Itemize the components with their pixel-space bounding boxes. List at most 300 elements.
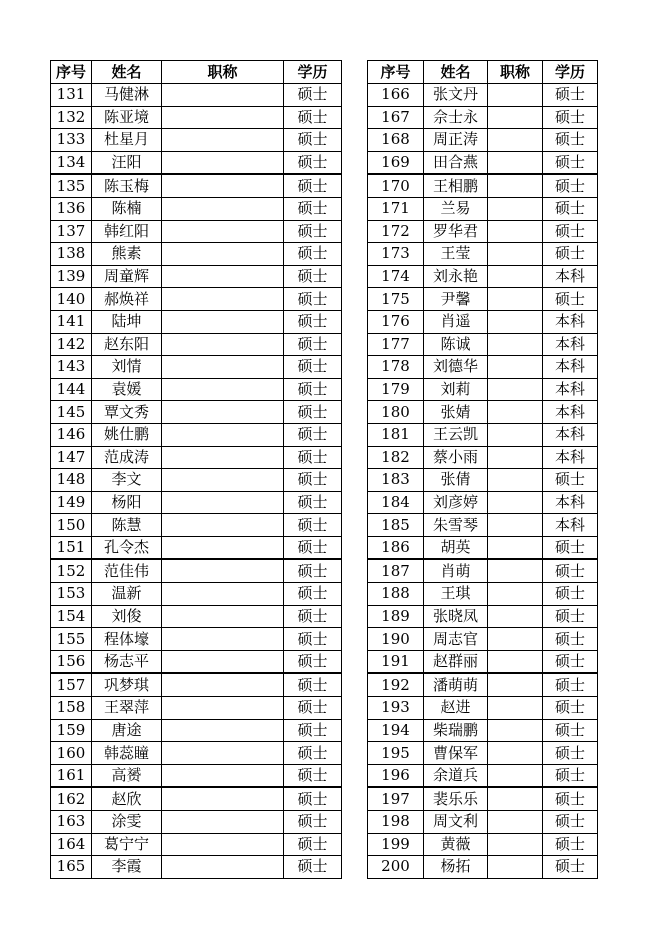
cell-index: 169 bbox=[368, 151, 424, 174]
cell-degree: 硕士 bbox=[284, 764, 342, 787]
table-row bbox=[51, 514, 342, 537]
cell-degree: 硕士 bbox=[543, 536, 598, 559]
cell-degree: 硕士 bbox=[284, 243, 342, 266]
table-row bbox=[51, 197, 342, 220]
cell-title bbox=[162, 106, 284, 129]
table-row bbox=[368, 378, 598, 401]
table-row bbox=[51, 811, 342, 834]
table-row bbox=[51, 378, 342, 401]
table-row bbox=[51, 401, 342, 424]
cell-name: 葛宁宁 bbox=[92, 833, 162, 856]
cell-index: 177 bbox=[368, 333, 424, 356]
cell-name: 刘情 bbox=[92, 356, 162, 379]
cell-index: 131 bbox=[51, 84, 92, 107]
header-row bbox=[51, 61, 342, 84]
cell-index: 151 bbox=[51, 536, 92, 559]
cell-index: 135 bbox=[51, 174, 92, 197]
cell-name: 张婧 bbox=[424, 401, 488, 424]
cell-name: 肖遥 bbox=[424, 310, 488, 333]
cell-index: 165 bbox=[51, 856, 92, 879]
cell-name: 陈诚 bbox=[424, 333, 488, 356]
cell-name: 覃文秀 bbox=[92, 401, 162, 424]
cell-index: 175 bbox=[368, 288, 424, 311]
cell-name: 杨志平 bbox=[92, 650, 162, 673]
cell-name: 张倩 bbox=[424, 469, 488, 492]
cell-degree: 本科 bbox=[543, 333, 598, 356]
cell-degree: 硕士 bbox=[284, 856, 342, 879]
table-row bbox=[51, 174, 342, 197]
table-row bbox=[51, 446, 342, 469]
cell-degree: 硕士 bbox=[284, 787, 342, 810]
cell-degree: 本科 bbox=[543, 446, 598, 469]
cell-name: 朱雪琴 bbox=[424, 514, 488, 537]
cell-title bbox=[488, 220, 543, 243]
cell-degree: 硕士 bbox=[284, 197, 342, 220]
cell-degree: 硕士 bbox=[543, 197, 598, 220]
table-row bbox=[51, 833, 342, 856]
cell-degree: 硕士 bbox=[284, 719, 342, 742]
cell-name: 周童辉 bbox=[92, 265, 162, 288]
header-index: 序号 bbox=[368, 61, 424, 84]
cell-title bbox=[488, 378, 543, 401]
cell-degree: 硕士 bbox=[284, 559, 342, 582]
table-row bbox=[51, 288, 342, 311]
cell-title bbox=[488, 811, 543, 834]
cell-title bbox=[162, 628, 284, 651]
cell-name: 尹馨 bbox=[424, 288, 488, 311]
cell-name: 杨阳 bbox=[92, 491, 162, 514]
cell-index: 198 bbox=[368, 811, 424, 834]
cell-index: 161 bbox=[51, 764, 92, 787]
cell-title bbox=[162, 129, 284, 152]
cell-title bbox=[488, 764, 543, 787]
cell-index: 150 bbox=[51, 514, 92, 537]
cell-name: 王翠萍 bbox=[92, 697, 162, 720]
cell-index: 137 bbox=[51, 220, 92, 243]
cell-index: 192 bbox=[368, 673, 424, 696]
table-row bbox=[368, 446, 598, 469]
cell-degree: 硕士 bbox=[284, 583, 342, 606]
cell-name: 胡英 bbox=[424, 536, 488, 559]
cell-index: 171 bbox=[368, 197, 424, 220]
header-degree: 学历 bbox=[543, 61, 598, 84]
cell-title bbox=[488, 742, 543, 765]
cell-degree: 硕士 bbox=[543, 84, 598, 107]
cell-index: 197 bbox=[368, 787, 424, 810]
cell-title bbox=[162, 697, 284, 720]
cell-degree: 硕士 bbox=[284, 356, 342, 379]
cell-index: 182 bbox=[368, 446, 424, 469]
table-row bbox=[368, 469, 598, 492]
cell-name: 周志官 bbox=[424, 628, 488, 651]
cell-name: 程体壕 bbox=[92, 628, 162, 651]
cell-degree: 硕士 bbox=[543, 628, 598, 651]
table-row bbox=[51, 628, 342, 651]
cell-name: 陆坤 bbox=[92, 310, 162, 333]
cell-index: 170 bbox=[368, 174, 424, 197]
cell-degree: 硕士 bbox=[284, 333, 342, 356]
header-row bbox=[368, 61, 598, 84]
cell-index: 163 bbox=[51, 811, 92, 834]
cell-name: 李霞 bbox=[92, 856, 162, 879]
cell-title bbox=[488, 514, 543, 537]
cell-degree: 本科 bbox=[543, 401, 598, 424]
cell-index: 149 bbox=[51, 491, 92, 514]
cell-name: 余道兵 bbox=[424, 764, 488, 787]
cell-name: 赵东阳 bbox=[92, 333, 162, 356]
cell-title bbox=[488, 673, 543, 696]
cell-title bbox=[162, 220, 284, 243]
cell-title bbox=[162, 469, 284, 492]
cell-index: 145 bbox=[51, 401, 92, 424]
cell-title bbox=[488, 423, 543, 446]
cell-degree: 硕士 bbox=[284, 514, 342, 537]
cell-title bbox=[488, 697, 543, 720]
cell-degree: 本科 bbox=[543, 378, 598, 401]
cell-index: 134 bbox=[51, 151, 92, 174]
cell-degree: 硕士 bbox=[284, 265, 342, 288]
cell-title bbox=[488, 84, 543, 107]
cell-degree: 本科 bbox=[543, 514, 598, 537]
cell-name: 刘莉 bbox=[424, 378, 488, 401]
cell-index: 186 bbox=[368, 536, 424, 559]
cell-degree: 本科 bbox=[543, 310, 598, 333]
cell-name: 佘士永 bbox=[424, 106, 488, 129]
cell-index: 144 bbox=[51, 378, 92, 401]
cell-degree: 硕士 bbox=[543, 106, 598, 129]
cell-degree: 硕士 bbox=[543, 811, 598, 834]
cell-title bbox=[162, 833, 284, 856]
cell-index: 167 bbox=[368, 106, 424, 129]
cell-name: 王相鹏 bbox=[424, 174, 488, 197]
table-row bbox=[368, 151, 598, 174]
cell-index: 155 bbox=[51, 628, 92, 651]
table-row bbox=[368, 628, 598, 651]
cell-index: 193 bbox=[368, 697, 424, 720]
table-row bbox=[51, 856, 342, 879]
table-row bbox=[51, 243, 342, 266]
cell-name: 陈慧 bbox=[92, 514, 162, 537]
cell-degree: 本科 bbox=[543, 265, 598, 288]
table-row bbox=[51, 423, 342, 446]
cell-degree: 硕士 bbox=[284, 106, 342, 129]
cell-name: 兰易 bbox=[424, 197, 488, 220]
cell-degree: 硕士 bbox=[284, 446, 342, 469]
cell-title bbox=[162, 423, 284, 446]
staff-table-left bbox=[50, 60, 342, 879]
cell-degree: 硕士 bbox=[284, 833, 342, 856]
cell-degree: 硕士 bbox=[543, 583, 598, 606]
cell-index: 156 bbox=[51, 650, 92, 673]
cell-name: 韩蕊瞳 bbox=[92, 742, 162, 765]
cell-index: 183 bbox=[368, 469, 424, 492]
cell-name: 周正涛 bbox=[424, 129, 488, 152]
table-row bbox=[368, 310, 598, 333]
cell-title bbox=[488, 628, 543, 651]
cell-name: 杜星月 bbox=[92, 129, 162, 152]
cell-index: 159 bbox=[51, 719, 92, 742]
cell-degree: 硕士 bbox=[543, 697, 598, 720]
table-row bbox=[368, 719, 598, 742]
cell-name: 姚仕鹏 bbox=[92, 423, 162, 446]
cell-name: 刘永艳 bbox=[424, 265, 488, 288]
cell-title bbox=[162, 243, 284, 266]
header-name: 姓名 bbox=[92, 61, 162, 84]
staff-table-right bbox=[367, 60, 598, 879]
cell-name: 高赟 bbox=[92, 764, 162, 787]
cell-title bbox=[488, 129, 543, 152]
table-row bbox=[368, 764, 598, 787]
cell-degree: 硕士 bbox=[284, 673, 342, 696]
table-row bbox=[51, 697, 342, 720]
cell-name: 田合燕 bbox=[424, 151, 488, 174]
cell-name: 柴瑞鹏 bbox=[424, 719, 488, 742]
cell-title bbox=[162, 811, 284, 834]
cell-name: 巩梦琪 bbox=[92, 673, 162, 696]
cell-index: 180 bbox=[368, 401, 424, 424]
table-row bbox=[368, 174, 598, 197]
table-row bbox=[51, 220, 342, 243]
cell-degree: 本科 bbox=[543, 356, 598, 379]
cell-index: 147 bbox=[51, 446, 92, 469]
cell-degree: 硕士 bbox=[284, 288, 342, 311]
table-row bbox=[368, 787, 598, 810]
cell-title bbox=[488, 787, 543, 810]
cell-title bbox=[162, 605, 284, 628]
cell-name: 杨拓 bbox=[424, 856, 488, 879]
table-row bbox=[51, 673, 342, 696]
cell-title bbox=[488, 833, 543, 856]
cell-index: 168 bbox=[368, 129, 424, 152]
cell-title bbox=[162, 288, 284, 311]
cell-index: 173 bbox=[368, 243, 424, 266]
cell-index: 181 bbox=[368, 423, 424, 446]
table-row bbox=[368, 220, 598, 243]
table-row bbox=[368, 401, 598, 424]
table-row bbox=[51, 583, 342, 606]
cell-name: 裴乐乐 bbox=[424, 787, 488, 810]
cell-name: 罗华君 bbox=[424, 220, 488, 243]
cell-degree: 硕士 bbox=[284, 650, 342, 673]
table-row bbox=[51, 787, 342, 810]
cell-title bbox=[162, 310, 284, 333]
table-row bbox=[368, 650, 598, 673]
cell-degree: 硕士 bbox=[284, 491, 342, 514]
cell-degree: 硕士 bbox=[284, 423, 342, 446]
header-name: 姓名 bbox=[424, 61, 488, 84]
cell-title bbox=[488, 174, 543, 197]
cell-name: 马健淋 bbox=[92, 84, 162, 107]
cell-degree: 硕士 bbox=[543, 220, 598, 243]
cell-title bbox=[162, 378, 284, 401]
cell-index: 142 bbox=[51, 333, 92, 356]
cell-degree: 硕士 bbox=[284, 220, 342, 243]
table-row bbox=[51, 129, 342, 152]
cell-index: 184 bbox=[368, 491, 424, 514]
header-degree: 学历 bbox=[284, 61, 342, 84]
cell-title bbox=[488, 650, 543, 673]
cell-name: 王莹 bbox=[424, 243, 488, 266]
table-row bbox=[51, 764, 342, 787]
cell-name: 陈亚境 bbox=[92, 106, 162, 129]
cell-title bbox=[488, 605, 543, 628]
cell-title bbox=[162, 356, 284, 379]
cell-title bbox=[488, 356, 543, 379]
table-row bbox=[51, 106, 342, 129]
cell-index: 143 bbox=[51, 356, 92, 379]
cell-degree: 硕士 bbox=[543, 719, 598, 742]
cell-title bbox=[488, 491, 543, 514]
table-row bbox=[368, 559, 598, 582]
cell-title bbox=[162, 673, 284, 696]
cell-index: 132 bbox=[51, 106, 92, 129]
table-row bbox=[368, 536, 598, 559]
cell-title bbox=[488, 536, 543, 559]
cell-name: 赵进 bbox=[424, 697, 488, 720]
cell-index: 148 bbox=[51, 469, 92, 492]
table-row bbox=[51, 333, 342, 356]
cell-name: 孔令杰 bbox=[92, 536, 162, 559]
cell-index: 188 bbox=[368, 583, 424, 606]
header-title: 职称 bbox=[162, 61, 284, 84]
cell-degree: 硕士 bbox=[543, 650, 598, 673]
table-row bbox=[51, 491, 342, 514]
cell-name: 黄薇 bbox=[424, 833, 488, 856]
cell-title bbox=[162, 446, 284, 469]
cell-name: 刘俊 bbox=[92, 605, 162, 628]
cell-degree: 硕士 bbox=[543, 673, 598, 696]
cell-name: 唐途 bbox=[92, 719, 162, 742]
cell-index: 178 bbox=[368, 356, 424, 379]
cell-index: 158 bbox=[51, 697, 92, 720]
cell-name: 范佳伟 bbox=[92, 559, 162, 582]
cell-degree: 硕士 bbox=[284, 605, 342, 628]
cell-title bbox=[488, 197, 543, 220]
cell-index: 138 bbox=[51, 243, 92, 266]
cell-name: 赵欣 bbox=[92, 787, 162, 810]
cell-index: 185 bbox=[368, 514, 424, 537]
cell-degree: 硕士 bbox=[284, 310, 342, 333]
cell-degree: 硕士 bbox=[284, 129, 342, 152]
table-row bbox=[368, 84, 598, 107]
cell-title bbox=[162, 197, 284, 220]
cell-index: 162 bbox=[51, 787, 92, 810]
cell-title bbox=[162, 491, 284, 514]
table-row bbox=[368, 605, 598, 628]
table-row bbox=[368, 423, 598, 446]
cell-name: 李文 bbox=[92, 469, 162, 492]
cell-index: 194 bbox=[368, 719, 424, 742]
cell-name: 王云凯 bbox=[424, 423, 488, 446]
cell-title bbox=[162, 787, 284, 810]
cell-title bbox=[488, 401, 543, 424]
cell-title bbox=[488, 310, 543, 333]
cell-title bbox=[162, 559, 284, 582]
cell-degree: 本科 bbox=[543, 423, 598, 446]
cell-name: 曹保军 bbox=[424, 742, 488, 765]
cell-index: 174 bbox=[368, 265, 424, 288]
cell-index: 187 bbox=[368, 559, 424, 582]
table-row bbox=[368, 288, 598, 311]
cell-title bbox=[162, 650, 284, 673]
cell-name: 韩红阳 bbox=[92, 220, 162, 243]
cell-index: 200 bbox=[368, 856, 424, 879]
cell-degree: 硕士 bbox=[543, 764, 598, 787]
table-row bbox=[368, 856, 598, 879]
cell-name: 刘德华 bbox=[424, 356, 488, 379]
cell-index: 172 bbox=[368, 220, 424, 243]
cell-degree: 硕士 bbox=[543, 742, 598, 765]
cell-degree: 硕士 bbox=[284, 742, 342, 765]
cell-name: 刘彦婷 bbox=[424, 491, 488, 514]
table-row bbox=[368, 197, 598, 220]
table-row bbox=[368, 333, 598, 356]
cell-title bbox=[162, 174, 284, 197]
cell-index: 176 bbox=[368, 310, 424, 333]
table-row bbox=[368, 243, 598, 266]
cell-title bbox=[488, 151, 543, 174]
cell-name: 汪阳 bbox=[92, 151, 162, 174]
cell-degree: 硕士 bbox=[543, 174, 598, 197]
cell-name: 郝焕祥 bbox=[92, 288, 162, 311]
cell-degree: 硕士 bbox=[543, 856, 598, 879]
cell-title bbox=[488, 333, 543, 356]
cell-degree: 硕士 bbox=[543, 833, 598, 856]
cell-index: 140 bbox=[51, 288, 92, 311]
cell-degree: 硕士 bbox=[284, 378, 342, 401]
cell-degree: 硕士 bbox=[284, 174, 342, 197]
cell-name: 涂雯 bbox=[92, 811, 162, 834]
cell-index: 153 bbox=[51, 583, 92, 606]
cell-title bbox=[162, 536, 284, 559]
cell-index: 133 bbox=[51, 129, 92, 152]
cell-title bbox=[162, 265, 284, 288]
table-row bbox=[368, 673, 598, 696]
cell-name: 熊素 bbox=[92, 243, 162, 266]
cell-index: 191 bbox=[368, 650, 424, 673]
cell-degree: 硕士 bbox=[543, 787, 598, 810]
header-title: 职称 bbox=[488, 61, 543, 84]
cell-name: 张晓凤 bbox=[424, 605, 488, 628]
header-index: 序号 bbox=[51, 61, 92, 84]
table-row bbox=[51, 742, 342, 765]
cell-title bbox=[162, 764, 284, 787]
cell-name: 蔡小雨 bbox=[424, 446, 488, 469]
cell-degree: 硕士 bbox=[284, 84, 342, 107]
cell-degree: 硕士 bbox=[543, 243, 598, 266]
cell-title bbox=[162, 151, 284, 174]
table-row bbox=[51, 310, 342, 333]
table-row bbox=[368, 697, 598, 720]
table-row bbox=[368, 583, 598, 606]
cell-title bbox=[162, 84, 284, 107]
cell-name: 温新 bbox=[92, 583, 162, 606]
cell-index: 179 bbox=[368, 378, 424, 401]
cell-index: 157 bbox=[51, 673, 92, 696]
cell-title bbox=[488, 243, 543, 266]
cell-index: 199 bbox=[368, 833, 424, 856]
cell-title bbox=[162, 719, 284, 742]
cell-index: 166 bbox=[368, 84, 424, 107]
cell-title bbox=[488, 856, 543, 879]
table-row bbox=[368, 356, 598, 379]
table-row bbox=[368, 106, 598, 129]
table-row bbox=[51, 605, 342, 628]
table-row bbox=[368, 742, 598, 765]
cell-index: 152 bbox=[51, 559, 92, 582]
cell-index: 190 bbox=[368, 628, 424, 651]
cell-degree: 本科 bbox=[543, 491, 598, 514]
